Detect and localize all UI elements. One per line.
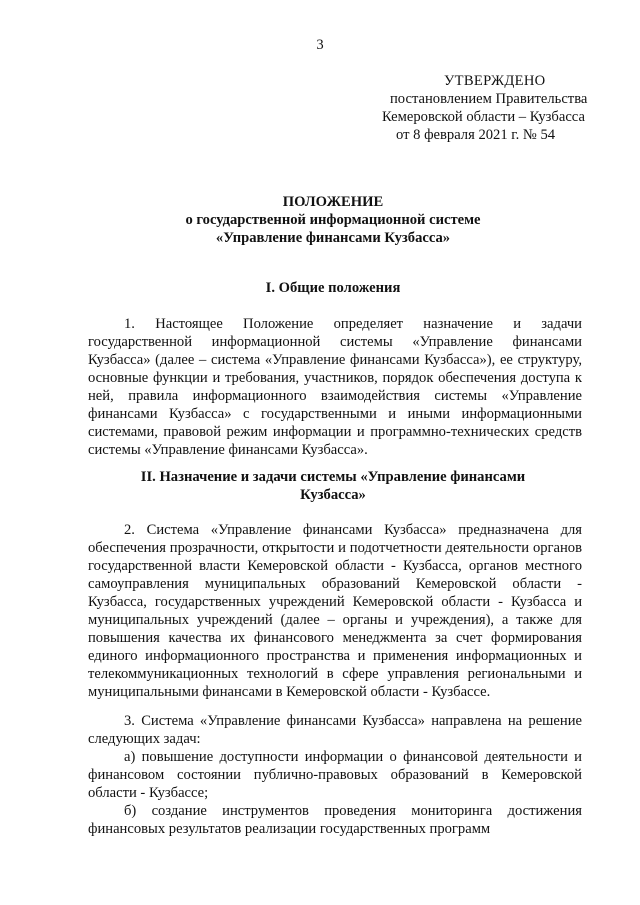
document-title-line-2: о государственной информационной системе xyxy=(185,212,481,228)
approval-line-2: Кемеровской области – Кузбасса xyxy=(382,109,585,125)
approval-line-3: от 8 февраля 2021 г. № 54 xyxy=(396,127,556,143)
page-number: 3 xyxy=(316,37,324,53)
paragraph-2: 2. Система «Управление финансами Кузбасса» предназначена для обеспечения прозрачности, открытости и подотчетности деятельности органов государственной власти Кемеровской области - Кузбасса, органов местного самоуправления муниципальных образований Кемеровской области - Кузбасса, государственных учреждений Кемеровской области - Кузбасса и муниципальных учреждений (далее – органы и учреждения), а также для повышения качества их финансового менеджмента за счет формирования единого информационного пространства и применения информационных и телекоммуникационных технологий в сфере управления региональными и муниципальными финансами в Кемеровской области - Кузбассе. xyxy=(88,522,582,700)
document-title xyxy=(88,193,578,247)
document-title-line-3: «Управление финансами Кузбасса» xyxy=(215,230,451,246)
paragraph-3: 3. Система «Управление финансами Кузбасса» направлена на решение следующих задач: xyxy=(88,713,582,747)
section-2-heading-line-2: Кузбасса» xyxy=(300,487,366,503)
section-2-heading-line-1: II. Назначение и задачи системы «Управление финансами xyxy=(140,469,526,485)
section-1-heading: I. Общие положения xyxy=(265,280,401,296)
approval-title: УТВЕРЖДЕНО xyxy=(444,73,546,89)
approval-line-1: постановлением Правительства xyxy=(390,91,588,107)
paragraph-b: б) создание инструментов проведения мониторинга достижения финансовых результатов реализации государственных программ xyxy=(88,803,582,837)
paragraph-1: 1. Настоящее Положение определяет назначение и задачи государственной информационной системы «Управление финансами Кузбасса» (далее – система «Управление финансами Кузбасса»), ее структуру, основные функции и требования, участников, порядок обеспечения доступа к ней, правила информационного взаимодействия системы «Управление финансами Кузбасса» с государственными и иными информационными системами, правовой режим информации и программно-технических средств системы «Управление финансами Кузбасса». xyxy=(88,316,582,458)
document-title-line-1: ПОЛОЖЕНИЕ xyxy=(282,194,384,210)
paragraph-a: а) повышение доступности информации о финансовой деятельности и финансовом состоянии публично-правовых образований в Кемеровской области - Кузбассе; xyxy=(88,749,582,801)
approval-stamp xyxy=(382,72,596,144)
